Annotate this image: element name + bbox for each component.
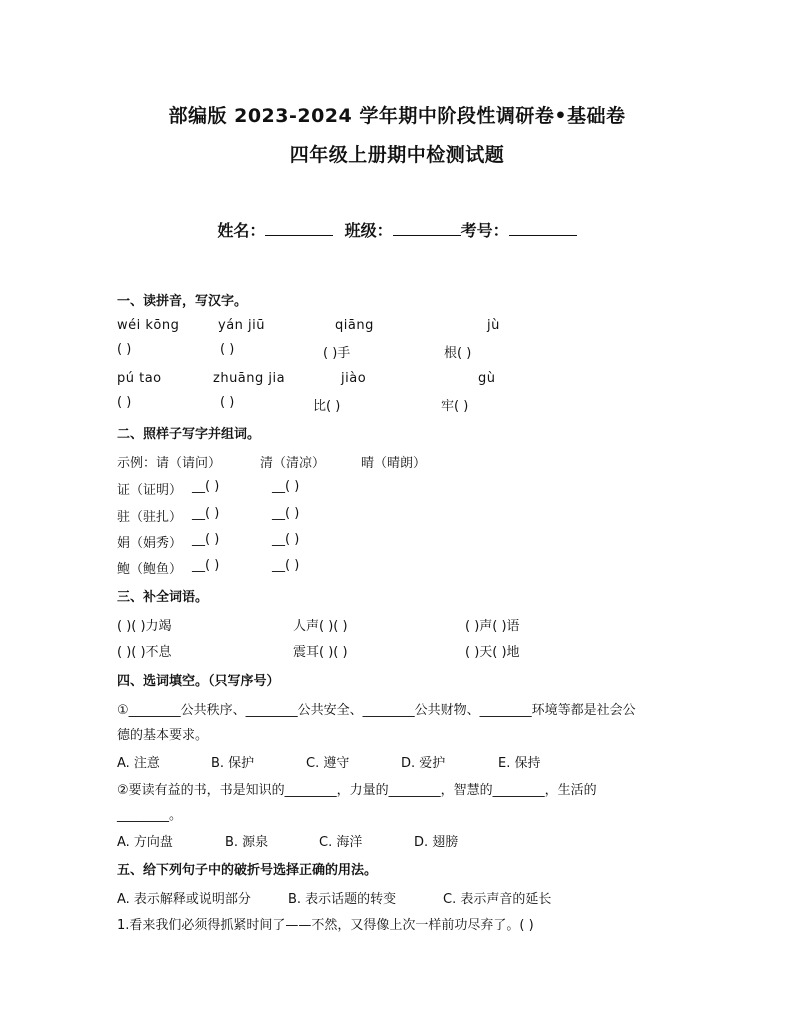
section-2-row [0, 532, 794, 550]
question-4-1-options [0, 752, 794, 770]
pinyin: yán jiū [218, 318, 265, 333]
pinyin: jiào [341, 371, 367, 386]
answer-blank[interactable]: 牢( ) [441, 399, 469, 414]
option: A. 注意 [117, 756, 160, 771]
answer-blank[interactable]: __( ) [192, 558, 220, 573]
exam-number-blank[interactable] [509, 235, 577, 236]
pinyin: gù [478, 371, 496, 386]
section-1-heading: 一、读拼音，写汉字。 [117, 294, 248, 309]
example-char: 证（证明） [117, 483, 183, 498]
question-4-1-text: ①________公共秩序、________公共安全、________公共财物、________环境等都是社会公 [117, 703, 636, 718]
answer-blank[interactable]: 比( ) [313, 399, 341, 414]
section-2-row [0, 479, 794, 497]
name-blank[interactable] [265, 235, 333, 236]
option: A. 表示解释或说明部分 [117, 892, 251, 907]
pinyin: zhuāng jia [213, 371, 286, 386]
idiom-blank[interactable]: ( )( )力竭 [117, 619, 172, 634]
option: E. 保持 [498, 756, 541, 771]
answer-blank[interactable]: __( ) [192, 532, 220, 547]
idiom-blank[interactable]: 人声( )( ) [293, 619, 348, 634]
answer-blank[interactable]: __( ) [272, 506, 300, 521]
idiom-blank[interactable]: 震耳( )( ) [293, 645, 348, 660]
section-2-row [0, 506, 794, 524]
section-1-answer-row-1 [0, 342, 794, 360]
answer-blank[interactable]: ( ) [117, 342, 132, 357]
option: C. 海洋 [319, 835, 363, 850]
pinyin: wéi kōng [117, 318, 180, 333]
example-char: 鲍（鲍鱼） [117, 562, 183, 577]
question-4-1-text-cont: 德的基本要求。 [117, 728, 209, 743]
question-5-1-text[interactable]: 1.看来我们必须得抓紧时间了——不然，又得像上次一样前功尽弃了。( ) [117, 918, 534, 933]
question-4-2-text: ②要读有益的书，书是知识的________，力量的________，智慧的________，生活的 [117, 783, 597, 798]
section-3-row-1 [0, 615, 794, 633]
name-label: 姓名： [217, 221, 266, 240]
section-5-options [0, 888, 794, 906]
page-title: 部编版 2023-2024 学年期中阶段性调研卷•基础卷 [168, 105, 626, 127]
section-1-pinyin-row-2 [0, 371, 794, 387]
student-info-line [0, 218, 794, 241]
option: B. 源泉 [225, 835, 269, 850]
pinyin: qiāng [335, 318, 374, 333]
option: D. 爱护 [401, 756, 446, 771]
idiom-blank[interactable]: ( )( )不息 [117, 645, 172, 660]
answer-blank[interactable]: ( ) [220, 395, 235, 410]
section-1-pinyin-row-1 [0, 318, 794, 334]
class-blank[interactable] [393, 235, 461, 236]
pinyin: jù [487, 318, 500, 333]
idiom-blank[interactable]: ( )天( )地 [465, 645, 520, 660]
section-3-heading: 三、补全词语。 [117, 590, 209, 605]
page-subtitle: 四年级上册期中检测试题 [289, 144, 505, 166]
example-item: 晴（晴朗） [361, 456, 427, 471]
answer-blank[interactable]: __( ) [272, 558, 300, 573]
option: A. 方向盘 [117, 835, 173, 850]
answer-blank[interactable]: ( ) [220, 342, 235, 357]
question-4-2-options [0, 831, 794, 849]
section-2-row [0, 558, 794, 576]
example-item: 示例：请（请问） [117, 456, 222, 471]
option: D. 翅膀 [414, 835, 459, 850]
answer-blank[interactable]: __( ) [272, 532, 300, 547]
class-label: 班级： [344, 221, 393, 240]
answer-blank[interactable]: ( )手 [323, 346, 351, 361]
answer-blank[interactable]: 根( ) [444, 346, 472, 361]
pinyin: pú tao [117, 371, 162, 386]
section-3-row-2 [0, 641, 794, 659]
option: B. 表示话题的转变 [288, 892, 397, 907]
section-5-heading: 五、给下列句子中的破折号选择正确的用法。 [117, 863, 378, 878]
option: C. 遵守 [306, 756, 350, 771]
section-2-heading: 二、照样子写字并组词。 [117, 427, 261, 442]
question-4-2-text-cont: ________。 [117, 808, 183, 823]
answer-blank[interactable]: __( ) [192, 506, 220, 521]
example-char: 娟（娟秀） [117, 536, 183, 551]
answer-blank[interactable]: __( ) [272, 479, 300, 494]
exam-number-label: 考号： [460, 221, 509, 240]
example-item: 清（清凉） [260, 456, 326, 471]
answer-blank[interactable]: __( ) [192, 479, 220, 494]
section-1-answer-row-2 [0, 395, 794, 413]
section-4-heading: 四、选词填空。（只写序号） [117, 674, 280, 689]
option: B. 保护 [211, 756, 255, 771]
example-char: 驻（驻扎） [117, 510, 183, 525]
answer-blank[interactable]: ( ) [117, 395, 132, 410]
idiom-blank[interactable]: ( )声( )语 [465, 619, 520, 634]
option: C. 表示声音的延长 [443, 892, 552, 907]
section-2-example [0, 452, 794, 470]
